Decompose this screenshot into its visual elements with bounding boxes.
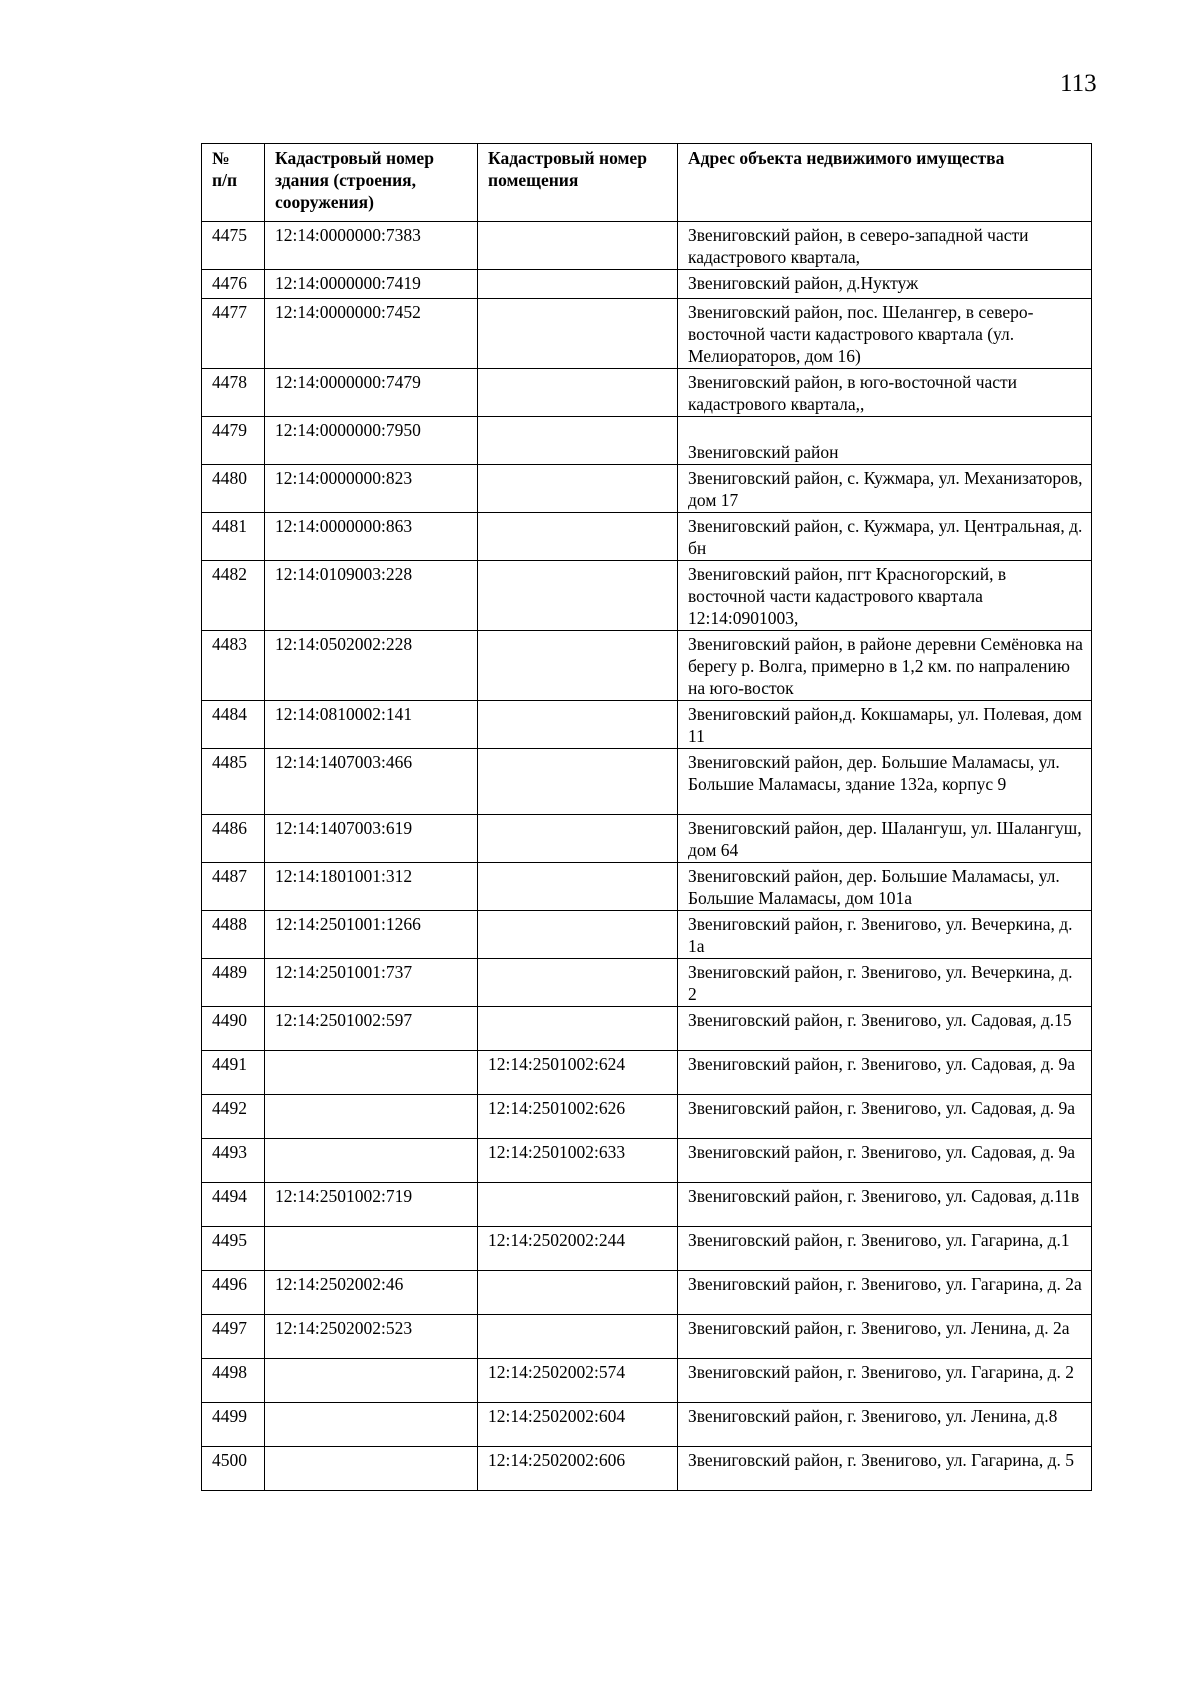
room-cadastral-cell: [478, 749, 678, 815]
table-row: [202, 959, 1092, 1007]
room-cadastral-cell: [478, 513, 678, 561]
building-cadastral-cell: 12:14:0000000:7950: [265, 417, 478, 465]
row-number-cell: 4490: [202, 1007, 265, 1051]
row-number-cell: 4482: [202, 561, 265, 631]
building-cadastral-cell: [265, 1403, 478, 1447]
building-cadastral-cell: 12:14:2501001:1266: [265, 911, 478, 959]
building-cadastral-cell: 12:14:2501001:737: [265, 959, 478, 1007]
room-cadastral-cell: [478, 465, 678, 513]
address-cell: Звениговский район, в северо-западной части кадастрового квартала,: [678, 222, 1092, 270]
table-row: [202, 863, 1092, 911]
address-cell: Звениговский район, в юго-восточной части кадастрового квартала,,: [678, 369, 1092, 417]
address-cell: Звениговский район, г. Звенигово, ул. Садовая, д. 9а: [678, 1095, 1092, 1139]
building-cadastral-cell: 12:14:0000000:823: [265, 465, 478, 513]
table-row: [202, 631, 1092, 701]
room-cadastral-cell: [478, 299, 678, 369]
table-row: [202, 299, 1092, 369]
room-cadastral-cell: [478, 631, 678, 701]
room-cadastral-cell: [478, 911, 678, 959]
table-row: [202, 417, 1092, 465]
room-cadastral-cell: [478, 815, 678, 863]
row-number-cell: 4491: [202, 1051, 265, 1095]
row-number-cell: 4483: [202, 631, 265, 701]
row-number-cell: 4476: [202, 270, 265, 299]
table-body: [202, 222, 1092, 1491]
address-cell: Звениговский район, пгт Красногорский, в восточной части кадастрового квартала 12:14:0901003,: [678, 561, 1092, 631]
header-row: [202, 144, 1092, 222]
row-number-cell: 4485: [202, 749, 265, 815]
building-cadastral-cell: 12:14:1801001:312: [265, 863, 478, 911]
room-cadastral-cell: 12:14:2502002:574: [478, 1359, 678, 1403]
table-row: [202, 1403, 1092, 1447]
table-row: [202, 1051, 1092, 1095]
building-cadastral-cell: 12:14:0000000:863: [265, 513, 478, 561]
property-registry-table: [201, 143, 1092, 1491]
address-cell: Звениговский район, дер. Шалангуш, ул. Шалангуш, дом 64: [678, 815, 1092, 863]
table-row: [202, 1183, 1092, 1227]
table-row: [202, 270, 1092, 299]
room-cadastral-cell: [478, 863, 678, 911]
building-cadastral-cell: 12:14:0000000:7419: [265, 270, 478, 299]
table-row: [202, 1095, 1092, 1139]
room-cadastral-cell: [478, 270, 678, 299]
building-cadastral-cell: 12:14:2502002:46: [265, 1271, 478, 1315]
header-building-cadastral: Кадастровый номер здания (строения, сооружения): [265, 144, 478, 222]
table-row: [202, 1359, 1092, 1403]
address-cell: Звениговский район, пос. Шелангер, в северо-восточной части кадастрового квартала (ул. Мелиораторов, дом 16): [678, 299, 1092, 369]
table-row: [202, 749, 1092, 815]
building-cadastral-cell: 12:14:1407003:466: [265, 749, 478, 815]
table-row: [202, 701, 1092, 749]
building-cadastral-cell: 12:14:0000000:7452: [265, 299, 478, 369]
building-cadastral-cell: 12:14:0810002:141: [265, 701, 478, 749]
address-cell: Звениговский район, г. Звенигово, ул. Вечеркина, д. 2: [678, 959, 1092, 1007]
row-number-cell: 4487: [202, 863, 265, 911]
building-cadastral-cell: [265, 1051, 478, 1095]
room-cadastral-cell: 12:14:2502002:606: [478, 1447, 678, 1491]
room-cadastral-cell: [478, 1271, 678, 1315]
table-header: [202, 144, 1092, 222]
row-number-cell: 4475: [202, 222, 265, 270]
header-room-cadastral: Кадастровый номер помещения: [478, 144, 678, 222]
building-cadastral-cell: 12:14:0000000:7383: [265, 222, 478, 270]
building-cadastral-cell: 12:14:0000000:7479: [265, 369, 478, 417]
address-cell: Звениговский район, г. Звенигово, ул. Ленина, д. 2а: [678, 1315, 1092, 1359]
building-cadastral-cell: 12:14:0109003:228: [265, 561, 478, 631]
table-row: [202, 911, 1092, 959]
row-number-cell: 4492: [202, 1095, 265, 1139]
address-cell: Звениговский район, г. Звенигово, ул. Садовая, д. 9а: [678, 1139, 1092, 1183]
table-row: [202, 815, 1092, 863]
address-cell: Звениговский район, г. Звенигово, ул. Гагарина, д. 2: [678, 1359, 1092, 1403]
room-cadastral-cell: [478, 561, 678, 631]
address-cell: Звениговский район, д.Нуктуж: [678, 270, 1092, 299]
room-cadastral-cell: [478, 1315, 678, 1359]
row-number-cell: 4498: [202, 1359, 265, 1403]
row-number-cell: 4489: [202, 959, 265, 1007]
room-cadastral-cell: 12:14:2501002:624: [478, 1051, 678, 1095]
building-cadastral-cell: [265, 1227, 478, 1271]
table-row: [202, 1447, 1092, 1491]
room-cadastral-cell: 12:14:2502002:244: [478, 1227, 678, 1271]
building-cadastral-cell: 12:14:0502002:228: [265, 631, 478, 701]
table-row: [202, 513, 1092, 561]
room-cadastral-cell: [478, 1007, 678, 1051]
address-cell: Звениговский район, г. Звенигово, ул. Садовая, д.11в: [678, 1183, 1092, 1227]
table-row: [202, 465, 1092, 513]
row-number-cell: 4477: [202, 299, 265, 369]
row-number-cell: 4493: [202, 1139, 265, 1183]
room-cadastral-cell: 12:14:2501002:626: [478, 1095, 678, 1139]
row-number-cell: 4481: [202, 513, 265, 561]
row-number-cell: 4495: [202, 1227, 265, 1271]
address-cell: Звениговский район, г. Звенигово, ул. Садовая, д. 9а: [678, 1051, 1092, 1095]
table-row: [202, 1007, 1092, 1051]
room-cadastral-cell: [478, 959, 678, 1007]
row-number-cell: 4497: [202, 1315, 265, 1359]
row-number-cell: 4478: [202, 369, 265, 417]
room-cadastral-cell: 12:14:2502002:604: [478, 1403, 678, 1447]
address-cell: Звениговский район, в районе деревни Семёновка на берегу р. Волга, примерно в 1,2 км. по напралению на юго-восток: [678, 631, 1092, 701]
row-number-cell: 4494: [202, 1183, 265, 1227]
address-cell: Звениговский район, г. Звенигово, ул. Гагарина, д. 5: [678, 1447, 1092, 1491]
row-number-cell: 4500: [202, 1447, 265, 1491]
address-cell: Звениговский район, г. Звенигово, ул. Гагарина, д.1: [678, 1227, 1092, 1271]
room-cadastral-cell: [478, 369, 678, 417]
building-cadastral-cell: [265, 1359, 478, 1403]
row-number-cell: 4488: [202, 911, 265, 959]
header-address: Адрес объекта недвижимого имущества: [678, 144, 1092, 222]
address-cell: Звениговский район, г. Звенигово, ул. Вечеркина, д. 1а: [678, 911, 1092, 959]
building-cadastral-cell: 12:14:2501002:719: [265, 1183, 478, 1227]
row-number-cell: 4479: [202, 417, 265, 465]
address-cell: Звениговский район, г. Звенигово, ул. Гагарина, д. 2а: [678, 1271, 1092, 1315]
address-cell: Звениговский район, г. Звенигово, ул. Ленина, д.8: [678, 1403, 1092, 1447]
table-row: [202, 1271, 1092, 1315]
address-cell: Звениговский район, с. Кужмара, ул. Центральная, д. бн: [678, 513, 1092, 561]
table-row: [202, 222, 1092, 270]
building-cadastral-cell: 12:14:2502002:523: [265, 1315, 478, 1359]
building-cadastral-cell: [265, 1095, 478, 1139]
table-row: [202, 1315, 1092, 1359]
table-row: [202, 369, 1092, 417]
row-number-cell: 4496: [202, 1271, 265, 1315]
table-row: [202, 1227, 1092, 1271]
address-cell: Звениговский район, с. Кужмара, ул. Механизаторов, дом 17: [678, 465, 1092, 513]
row-number-cell: 4499: [202, 1403, 265, 1447]
building-cadastral-cell: 12:14:2501002:597: [265, 1007, 478, 1051]
room-cadastral-cell: [478, 701, 678, 749]
row-number-cell: 4484: [202, 701, 265, 749]
table-row: [202, 561, 1092, 631]
room-cadastral-cell: 12:14:2501002:633: [478, 1139, 678, 1183]
building-cadastral-cell: 12:14:1407003:619: [265, 815, 478, 863]
header-number: № п/п: [202, 144, 265, 222]
room-cadastral-cell: [478, 222, 678, 270]
address-cell: Звениговский район: [678, 417, 1092, 465]
table-row: [202, 1139, 1092, 1183]
address-cell: Звениговский район,д. Кокшамары, ул. Полевая, дом 11: [678, 701, 1092, 749]
address-cell: Звениговский район, г. Звенигово, ул. Садовая, д.15: [678, 1007, 1092, 1051]
room-cadastral-cell: [478, 417, 678, 465]
address-cell: Звениговский район, дер. Большие Маламасы, ул. Большие Маламасы, здание 132а, корпус 9: [678, 749, 1092, 815]
address-cell: Звениговский район, дер. Большие Маламасы, ул. Большие Маламасы, дом 101а: [678, 863, 1092, 911]
row-number-cell: 4486: [202, 815, 265, 863]
building-cadastral-cell: [265, 1139, 478, 1183]
page-number: 113: [1060, 70, 1097, 97]
row-number-cell: 4480: [202, 465, 265, 513]
room-cadastral-cell: [478, 1183, 678, 1227]
building-cadastral-cell: [265, 1447, 478, 1491]
